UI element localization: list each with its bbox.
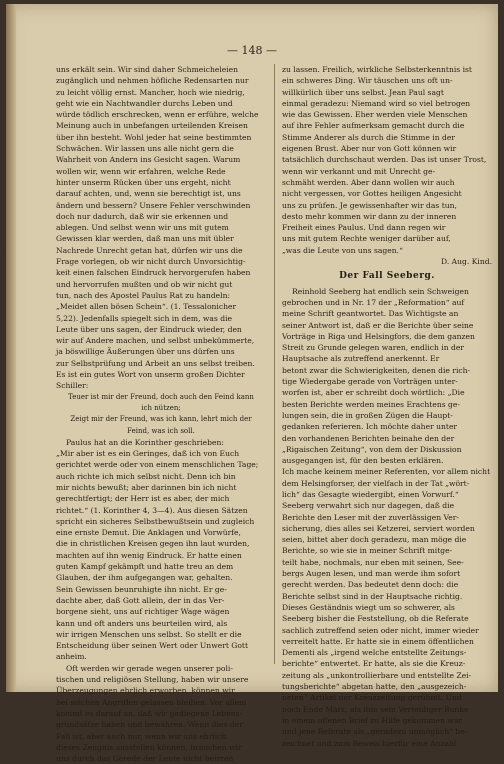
text-line: Teuer ist mir der Freund, doch auch den Feind kann xyxy=(68,392,254,401)
text-line: sicherung, dies alles sei Ketzerei, serviert worden xyxy=(282,523,475,533)
text-line: Oft werden wir gerade wegen unserer poli- xyxy=(66,663,233,673)
right-paragraphs xyxy=(282,64,492,256)
text-line: machten auf ihn wenig Eindruck. Er hatte einen xyxy=(56,550,242,560)
text-line: Freiheit eines Paulus. Und dann regen wir xyxy=(282,223,446,233)
text-line: dieses Zeugnis ausstellen können, brauchen wir xyxy=(56,742,242,752)
text-line: gerichtet werde oder von einem menschlichen Tage; xyxy=(56,460,259,470)
text-line: Gewissen klar werden, daß man uns mit übler xyxy=(56,234,234,244)
text-line: uns mit gutem Rechte weniger darüber auf, xyxy=(282,234,451,244)
text-line: verreitelt hatte. Er hatte sie in einem öffentlichen xyxy=(282,636,474,646)
text-line: tatsächlich durchschaut werden. Das ist unser Trost, xyxy=(282,155,487,165)
text-line: guten Kampf gekämpft und hatte treu an dem xyxy=(56,562,234,572)
text-line: zu leicht völlig ernst. Mancher, hoch wie niedrig, xyxy=(56,87,245,97)
text-line: Vorträge in Riga und Helsingfors, die dem ganzen xyxy=(282,331,475,341)
text-line: Reinhold Seeberg hat endlich sein Schweigen xyxy=(292,286,469,296)
text-line: Paulus hat an die Korinther geschrieben: xyxy=(66,437,224,447)
text-line: ausgegangen ist, für den besten erklären. xyxy=(282,456,444,466)
schiller-quote xyxy=(56,392,266,437)
text-line: gerecht werden. Das bedeutet denn doch: die xyxy=(282,580,459,590)
text-line: eine ernste Demut. Die Anklagen und Vorwürfe, xyxy=(56,528,241,538)
text-line: meine Schrift geantwortet. Das Wichtigste an xyxy=(282,309,459,319)
text-line: den vorhandenen Berichten beinahe den der xyxy=(282,433,455,443)
text-line: ablegen. Und selbst wenn wir uns mit gutem xyxy=(56,223,229,233)
text-line: borgene sieht, uns auf richtiger Wage wägen xyxy=(56,607,230,617)
text-line: bergs Augen lesen, und man werde ihm sofort xyxy=(282,569,461,579)
text-line: ein schweres Ding. Wir täuschen uns oft un- xyxy=(282,76,453,86)
text-line: „Meidet allen bösen Schein“. (1. Tessalonicher xyxy=(56,302,237,312)
text-line: Stimme Anderer als durch die Stimme in der xyxy=(282,132,456,142)
text-line: „Rigaischen Zeitung“, von dem der Diskussion xyxy=(282,444,462,454)
text-line: spricht ein sicheres Selbstbewußtsein und zugleich xyxy=(56,516,255,526)
text-line: uns zu prüfen. Je gewissenhafter wir das tun, xyxy=(282,200,457,210)
text-line: die in christlichen Kreisen gegen ihn laut wurden, xyxy=(56,539,250,549)
text-line: doch nur dadurch, daß wir sie erkennen und xyxy=(56,211,229,221)
text-line: uns erkält sein. Wir sind daher Schmeicheleien xyxy=(56,65,239,74)
text-line: uns durch das Gerede der Leute nicht beirren xyxy=(56,754,234,764)
text-line: seiner Antwort ist, daß er die Berichte über seine xyxy=(282,320,474,330)
text-line: schmäht werden. Aber dann wollen wir auch xyxy=(282,177,455,187)
text-line: kommt es darauf an, daß wir gediegene Lebens- xyxy=(56,708,243,718)
text-line: Ich mache keinem meiner Referenten, vor allem nicht xyxy=(282,467,491,477)
text-line: neten“ Artikel der Kreuzzeitung gerühmt. Und xyxy=(282,693,462,703)
text-line: auch richte ich mich selbst nicht. Denn ich bin xyxy=(56,471,236,481)
text-line: Leute über uns sagen, der Eindruck wieder, den xyxy=(56,324,242,334)
text-line: Streit zu Grunde gelegen waren, endlich in der xyxy=(282,343,465,353)
text-line: geht wie ein Nachtwandler durchs Leben und xyxy=(56,98,233,108)
text-line: tige Wiedergabe gerade von Vorträgen unter- xyxy=(282,377,458,387)
text-line: betont zwar die Schwierigkeiten, denen die rich- xyxy=(282,365,471,375)
text-line: Schwächen. Wir lassen uns alle nicht gern die xyxy=(56,144,234,154)
text-line: hinter unserm Rücken über uns ergeht, nicht xyxy=(56,177,231,187)
right-column xyxy=(282,64,492,749)
text-line: besten Berichte werden meines Erachtens ge- xyxy=(282,399,460,409)
page-number: — 148 — xyxy=(227,44,277,57)
text-line: nicht vergessen, vor Gottes heiligen Angesicht xyxy=(282,189,462,199)
text-line: worfen ist, aber er schreibt doch wörtlich: „Die xyxy=(282,388,465,398)
text-line: kann und oft anders uns beurteilen wird, als xyxy=(56,618,228,628)
text-line: keit einen falschen Eindruck hervorgerufen haben xyxy=(56,268,251,278)
text-line: Glauben, der ihm aufgegangen war, gehalten. xyxy=(56,573,233,583)
text-line: und jene Referate als „geradezu unmöglich“ be- xyxy=(282,727,468,737)
text-line: anheim. xyxy=(56,652,87,662)
text-line: wie das Gewissen. Eher werden viele Menschen xyxy=(282,110,468,120)
text-line: dem Helsingforser, der vielfach in der Tat „wört- xyxy=(282,478,470,488)
text-line: teilt habe, nochmals, nur eben mit seinen, See- xyxy=(282,557,464,567)
text-line: willkürlich über uns selbst. Jean Paul sagt xyxy=(282,87,444,97)
left-column xyxy=(56,64,266,764)
text-line: seien, bittet aber doch geradezu, man möge die xyxy=(282,535,467,545)
text-line: Frage vorlegen, ob wir nicht durch Unvorsichtig- xyxy=(56,257,246,267)
text-line: zur Selbstprüfung und Arbeit an uns selbst treiben. xyxy=(56,358,255,368)
text-line: zugänglich und nehmen höfliche Redensarten nur xyxy=(56,76,249,86)
text-line: Dementi als „irgend welche entstellte Zeitungs- xyxy=(282,648,467,658)
text-line: Meinung auch in unbefangen urteilenden Kreisen xyxy=(56,121,248,131)
text-line: „was die Leute von uns sagen.“ xyxy=(282,245,403,255)
text-line: zeitung als „unkontrollierbare und entstellte Zei- xyxy=(282,670,472,680)
text-line: Schiller: xyxy=(56,381,89,391)
book-page xyxy=(6,4,498,764)
text-line: Nachrede Unrecht getan hat, dürfen wir uns die xyxy=(56,245,243,255)
text-line: Wahrheit von Andern ins Gesicht sagen. Warum xyxy=(56,155,241,165)
text-line: gerechtfertigt; der Herr ist es aber, der mich xyxy=(56,494,230,504)
column-divider xyxy=(274,64,275,664)
text-line: grundsätze haben und bewähren. Wenn dies der xyxy=(56,720,243,730)
book-gutter xyxy=(6,4,16,692)
author-signature: D. Aug. Kind. xyxy=(441,257,492,267)
text-line: richtet.“ (1. Korinther 4, 3—4). Aus diesen Sätzen xyxy=(56,505,248,515)
text-line: wenn wir verkannt und mit Unrecht ge- xyxy=(282,166,436,176)
left-paragraphs xyxy=(56,64,266,392)
text-line: desto mehr kommen wir dann zu der inneren xyxy=(282,211,457,221)
text-line: über ihn besteht. Wohl jeder hat seine bestimmten xyxy=(56,132,252,142)
text-line: würde tödlich erschrecken, wenn er erführe, welche xyxy=(56,110,259,120)
text-line: 5,22). Jedenfalls spiegelt sich in dem, was die xyxy=(56,313,233,323)
text-line: eigenen Brust. Aber nur von Gott können wir xyxy=(282,144,457,154)
text-line: sachlich zutreffend seien oder nicht, immer wieder xyxy=(282,625,479,635)
text-line: tischen und religiösen Stellung, haben wir unsere xyxy=(56,675,249,685)
text-line: Es ist ein gutes Wort von unserm großen Dichter xyxy=(56,370,245,380)
text-line: berichte“ entwertet. Er hatte, als sie die Kreuz- xyxy=(282,659,466,669)
text-line: noch Ende März, als ihm sein Verteidiger Bunke xyxy=(282,704,469,714)
text-line: lungen sein, die in großen Zügen die Haupt- xyxy=(282,410,453,420)
text-line: lich“ das Gesagte wiedergibt, einen Vorwurf.“ xyxy=(282,489,459,499)
text-line: Dieses Geständnis wiegt um so schwerer, als xyxy=(282,602,455,612)
text-line: gebrochen und in Nr. 17 der „Reformation“ auf xyxy=(282,297,465,307)
text-line: Seeberg bisher die Feststellung, ob die Referate xyxy=(282,614,469,624)
text-line: Überzeugungen ehrlich erworben, können wir xyxy=(56,686,235,696)
text-line: gedanken referieren. Ich möchte daher unter xyxy=(282,422,458,432)
text-line: in einem offenen Brief zu Hilfe gekommen war xyxy=(282,715,463,725)
text-line: einmal geradezu: Niemand wird so viel betrogen xyxy=(282,98,471,108)
text-line: mir nichts bewußt; aber darinnen bin ich nicht xyxy=(56,482,237,492)
left-paragraphs-2 xyxy=(56,437,266,764)
text-line: ändern und bessern? Unsere Fehler verschwinden xyxy=(56,200,251,210)
text-line: zu lassen. Freilich, wirkliche Selbsterkenntnis ist xyxy=(282,65,472,74)
text-line: Berichte selbst sind in der Hauptsache richtig. xyxy=(282,591,463,601)
text-line: zeichnet und zum Beweis hierfür eine Anzahl xyxy=(282,738,457,748)
text-line: Hauptsache als zutreffend anerkennt. Er xyxy=(282,354,440,364)
article-paragraphs xyxy=(282,286,492,749)
text-line: wollen wir, wenn wir erfahren, welche Rede xyxy=(56,166,226,176)
text-line: Berichte, so wie sie in meiner Schrift mitge- xyxy=(282,546,453,556)
text-line: ich nützen; xyxy=(141,403,181,412)
text-line: Entscheidung über seinen Wert oder Unwert Gott xyxy=(56,641,249,651)
text-line: tun, nach des Apostel Paulus Rat zu handeln: xyxy=(56,290,231,300)
text-line: bei solchen Angriffen gelassen bleiben. Vor allem xyxy=(56,697,247,707)
text-line: wir irrigen Menschen uns selbst. So stellt er die xyxy=(56,629,242,639)
text-line: und hervorrufen mußten und ob wir nicht gut xyxy=(56,279,233,289)
text-line: darauf achten, und, wenn sie berechtigt ist, uns xyxy=(56,189,241,199)
article-heading: Der Fall Seeberg. xyxy=(339,271,435,282)
text-line: Berichte den Leser mit der zuverlässigen Ver- xyxy=(282,512,459,522)
text-line: ja böswillige Äußerungen über uns dürfen uns xyxy=(56,347,235,357)
text-line: auf ihre Fehler aufmerksam gemacht durch die xyxy=(282,121,465,131)
text-line: wir auf Andere machen, und selbst unbekümmerte, xyxy=(56,336,255,346)
text-line: „Mir aber ist es ein Geringes, daß ich von Euch xyxy=(56,449,240,459)
text-line: Seeberg verwahrt sich nur dagegen, daß die xyxy=(282,501,455,511)
text-line: Zeigt mir der Freund, was ich kann, lehrt mich der xyxy=(70,415,252,424)
text-line: dachte aber, daß Gott allein, der in das Ver- xyxy=(56,595,225,605)
text-line: Fall ist, aber auch nur, wenn wir uns ehrlich xyxy=(56,731,227,741)
text-line: Feind, was ich soll. xyxy=(127,426,195,435)
text-line: tungsberichte“ abgetan hatte, den „ausgezeich- xyxy=(282,682,467,692)
text-line: Sein Gewissen beunruhigte ihn nicht. Er ge- xyxy=(56,584,227,594)
